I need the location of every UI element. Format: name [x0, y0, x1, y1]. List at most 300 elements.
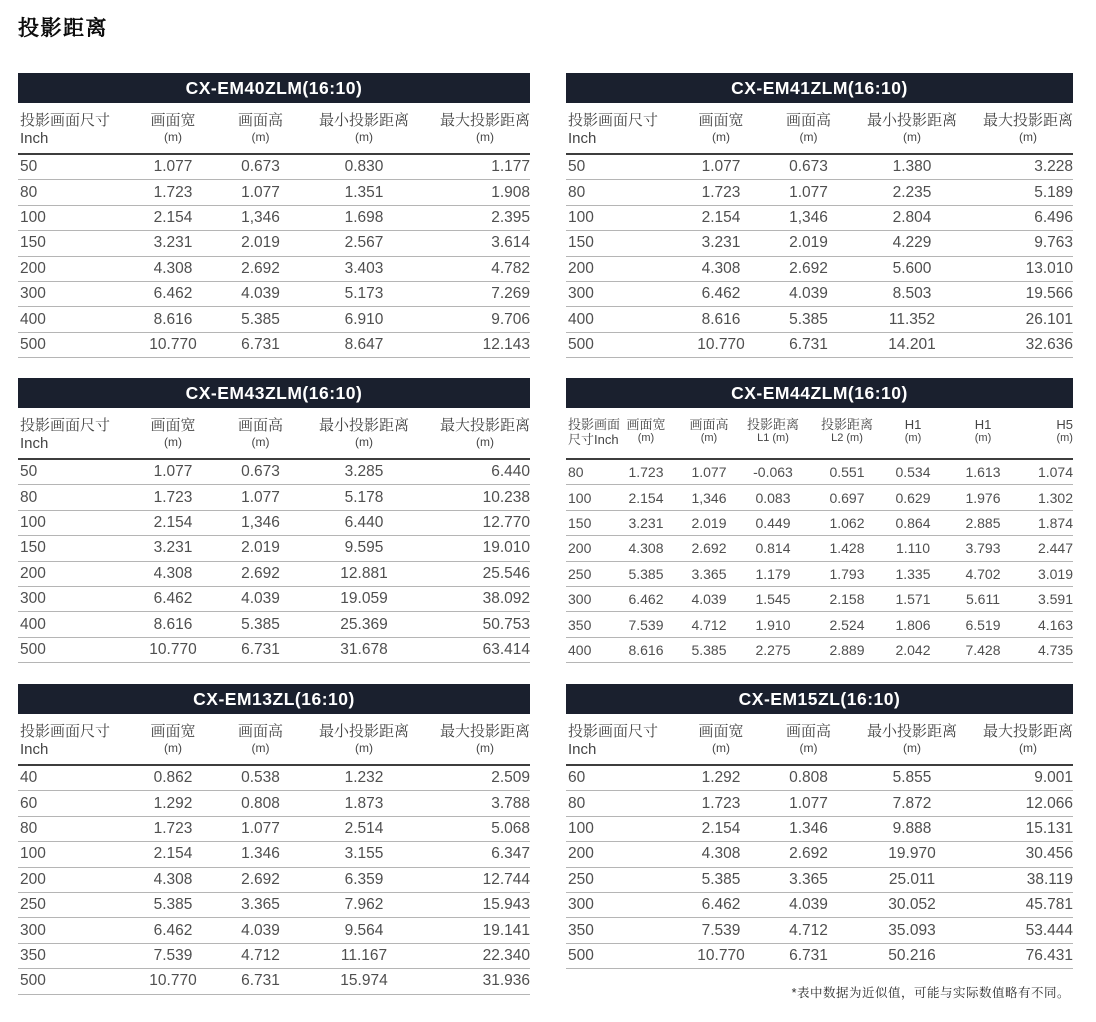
column-header: H1 (m) — [890, 408, 936, 459]
table-cell: 6.462 — [128, 918, 218, 943]
table-cell: 400 — [18, 612, 128, 637]
table-cell: 3.614 — [425, 231, 530, 256]
table-cell: 2.524 — [804, 612, 890, 637]
table-cell: 0.449 — [742, 510, 804, 535]
table-cell: 80 — [18, 180, 128, 205]
table-cell: 1.077 — [676, 154, 766, 180]
table-cell: 5.611 — [936, 586, 1030, 611]
table-cell: 1.302 — [1030, 485, 1073, 510]
table-row — [566, 943, 1073, 968]
table-cell: 31.678 — [303, 637, 425, 662]
table-row — [18, 307, 530, 332]
column-header: 画面宽 (m) — [616, 408, 676, 459]
table-row — [18, 918, 530, 943]
table-cell: 2.692 — [218, 867, 303, 892]
table-cell: 1.698 — [303, 205, 425, 230]
table-cell: 1.908 — [425, 180, 530, 205]
table-row — [566, 612, 1073, 637]
table-row — [566, 918, 1073, 943]
table-row — [566, 459, 1073, 485]
table-cell: 50.753 — [425, 612, 530, 637]
table-cell: 6.731 — [218, 637, 303, 662]
column-header: 投影画面尺寸 Inch — [18, 408, 128, 459]
table-cell: 5.385 — [676, 637, 742, 662]
table-cell: 100 — [566, 205, 676, 230]
data-table — [566, 408, 1073, 663]
table-cell: 26.101 — [973, 307, 1073, 332]
table-row — [18, 586, 530, 611]
table-cell: 6.462 — [616, 586, 676, 611]
table-cell: 1.723 — [128, 485, 218, 510]
table-row — [18, 231, 530, 256]
table-title-bar: CX-EM43ZLM(16:10) — [18, 378, 530, 408]
table-cell: 500 — [566, 943, 676, 968]
column-header: 最大投影距离 (m) — [973, 103, 1073, 154]
column-header: 最小投影距离 (m) — [303, 408, 425, 459]
table-cell: 12.744 — [425, 867, 530, 892]
table-cell: 350 — [566, 918, 676, 943]
table-cell: 1.077 — [218, 180, 303, 205]
table-row — [18, 842, 530, 867]
column-header: 投影画面尺寸 Inch — [18, 714, 128, 765]
table-row — [18, 256, 530, 281]
table-cell: 3.365 — [676, 561, 742, 586]
table-cell: 25.369 — [303, 612, 425, 637]
table-cell: 1.292 — [128, 791, 218, 816]
table-cell: 2.154 — [128, 510, 218, 535]
table-cell: 0.083 — [742, 485, 804, 510]
table-cell: 1.077 — [128, 154, 218, 180]
table-row — [18, 791, 530, 816]
column-header: 最小投影距离 (m) — [303, 103, 425, 154]
table-cell: 15.974 — [303, 969, 425, 994]
table-cell: 200 — [566, 842, 676, 867]
table-cell: 4.163 — [1030, 612, 1073, 637]
table-cell: 6.462 — [676, 892, 766, 917]
table-cell: 300 — [566, 586, 616, 611]
table-row — [566, 561, 1073, 586]
header-row — [18, 103, 530, 154]
table-cell: 25.546 — [425, 561, 530, 586]
table-cell: 1.179 — [742, 561, 804, 586]
table-cell: 2.889 — [804, 637, 890, 662]
table-cell: 50 — [18, 154, 128, 180]
column-header: 画面高 (m) — [676, 408, 742, 459]
table-cell: 1,346 — [218, 510, 303, 535]
table-cell: -0.063 — [742, 459, 804, 485]
column-header: 画面宽 (m) — [128, 408, 218, 459]
table-cell: 6.731 — [766, 332, 851, 357]
table-cell: 7.428 — [936, 637, 1030, 662]
table-cell: 7.539 — [128, 943, 218, 968]
table-cell: 200 — [18, 256, 128, 281]
table-cell: 5.068 — [425, 816, 530, 841]
table-cell: 1.177 — [425, 154, 530, 180]
column-header: 投影画面尺寸 Inch — [18, 103, 128, 154]
table-cell: 5.173 — [303, 281, 425, 306]
table-cell: 200 — [18, 561, 128, 586]
table-row — [18, 205, 530, 230]
table-cell: 5.178 — [303, 485, 425, 510]
table-cell: 3.365 — [766, 867, 851, 892]
table-cell: 38.092 — [425, 586, 530, 611]
table-cell: 100 — [18, 205, 128, 230]
table-cell: 60 — [566, 765, 676, 791]
table-cell: 4.782 — [425, 256, 530, 281]
table-row — [566, 791, 1073, 816]
table-cell: 13.010 — [973, 256, 1073, 281]
table-cell: 7.539 — [616, 612, 676, 637]
column-header: 最大投影距离 (m) — [425, 408, 530, 459]
table-row — [566, 154, 1073, 180]
table-cell: 7.539 — [676, 918, 766, 943]
table-cell: 19.059 — [303, 586, 425, 611]
table-cell: 8.647 — [303, 332, 425, 357]
table-cell: 1.723 — [676, 791, 766, 816]
table-cell: 1.380 — [851, 154, 973, 180]
table-title-bar: CX-EM15ZL(16:10) — [566, 684, 1073, 714]
table-row — [18, 536, 530, 561]
table-cell: 0.551 — [804, 459, 890, 485]
column-header: 最小投影距离 (m) — [851, 714, 973, 765]
column-header: 画面高 (m) — [766, 103, 851, 154]
table-cell: 500 — [566, 332, 676, 357]
table-row — [18, 281, 530, 306]
table-cell: 4.735 — [1030, 637, 1073, 662]
table-cell: 0.697 — [804, 485, 890, 510]
column-header: 画面宽 (m) — [676, 103, 766, 154]
header-row — [18, 714, 530, 765]
table-cell: 8.616 — [128, 307, 218, 332]
table-cell: 0.814 — [742, 536, 804, 561]
table-cell: 19.970 — [851, 842, 973, 867]
table-cell: 10.770 — [676, 943, 766, 968]
table-cell: 200 — [566, 536, 616, 561]
column-header: 画面高 (m) — [218, 103, 303, 154]
table-cell: 300 — [566, 892, 676, 917]
table-cell: 1.723 — [616, 459, 676, 485]
table-cell: 2.154 — [676, 205, 766, 230]
table-cell: 3.285 — [303, 459, 425, 485]
table-cell: 2.154 — [128, 205, 218, 230]
table-cell: 12.770 — [425, 510, 530, 535]
table-cell: 2.019 — [218, 536, 303, 561]
table-cell: 5.600 — [851, 256, 973, 281]
table-cell: 3.793 — [936, 536, 1030, 561]
column-header: 投影画面 尺寸Inch — [566, 408, 616, 459]
table-cell: 300 — [18, 918, 128, 943]
table-cell: 10.770 — [128, 332, 218, 357]
table-cell: 2.019 — [676, 510, 742, 535]
table-cell: 1.232 — [303, 765, 425, 791]
table-cell: 2.692 — [766, 842, 851, 867]
table-cell: 2.154 — [676, 816, 766, 841]
column-header: 最大投影距离 (m) — [425, 103, 530, 154]
table-cell: 350 — [566, 612, 616, 637]
column-header: 画面宽 (m) — [676, 714, 766, 765]
table-cell: 0.808 — [766, 765, 851, 791]
table-cx-em15zl — [566, 684, 1073, 969]
table-cell: 14.201 — [851, 332, 973, 357]
table-row — [566, 281, 1073, 306]
table-cell: 22.340 — [425, 943, 530, 968]
header-row — [18, 408, 530, 459]
header-row — [566, 408, 1073, 459]
table-cell: 1.346 — [766, 816, 851, 841]
table-cell: 3.019 — [1030, 561, 1073, 586]
table-row — [566, 892, 1073, 917]
table-cell: 15.943 — [425, 892, 530, 917]
table-cell: 80 — [18, 485, 128, 510]
table-title-bar: CX-EM40ZLM(16:10) — [18, 73, 530, 103]
table-cell: 50.216 — [851, 943, 973, 968]
table-cell: 2.395 — [425, 205, 530, 230]
table-row — [18, 637, 530, 662]
table-row — [566, 637, 1073, 662]
table-cell: 500 — [18, 332, 128, 357]
table-cell: 5.385 — [218, 307, 303, 332]
table-cell: 38.119 — [973, 867, 1073, 892]
table-cell: 10.770 — [128, 969, 218, 994]
table-cell: 2.447 — [1030, 536, 1073, 561]
table-row — [18, 459, 530, 485]
table-cell: 50 — [18, 459, 128, 485]
table-cell: 3.591 — [1030, 586, 1073, 611]
table-cell: 15.131 — [973, 816, 1073, 841]
table-cx-em13zl — [18, 684, 530, 995]
table-cell: 1.613 — [936, 459, 1030, 485]
table-cell: 2.804 — [851, 205, 973, 230]
table-cell: 1.793 — [804, 561, 890, 586]
table-cell: 3.231 — [128, 231, 218, 256]
table-row — [566, 842, 1073, 867]
column-header: 投影画面尺寸 Inch — [566, 714, 676, 765]
table-body — [18, 103, 530, 358]
table-cell: 1.074 — [1030, 459, 1073, 485]
column-header: 画面高 (m) — [218, 408, 303, 459]
table-cell: 250 — [566, 561, 616, 586]
table-cell: 4.308 — [128, 256, 218, 281]
table-row — [18, 612, 530, 637]
table-cell: 6.440 — [303, 510, 425, 535]
table-cell: 0.629 — [890, 485, 936, 510]
table-cell: 6.462 — [128, 586, 218, 611]
table-cell: 4.039 — [218, 281, 303, 306]
table-row — [18, 180, 530, 205]
table-cell: 4.308 — [616, 536, 676, 561]
table-cell: 1.976 — [936, 485, 1030, 510]
table-row — [566, 510, 1073, 535]
table-cell: 4.039 — [676, 586, 742, 611]
table-cell: 6.731 — [218, 969, 303, 994]
column-header: 投影距离 L2 (m) — [804, 408, 890, 459]
table-cell: 1.077 — [676, 459, 742, 485]
table-cell: 1.077 — [128, 459, 218, 485]
table-row — [566, 332, 1073, 357]
table-cell: 53.444 — [973, 918, 1073, 943]
table-cell: 200 — [18, 867, 128, 892]
table-cell: 5.385 — [218, 612, 303, 637]
table-cell: 2.692 — [766, 256, 851, 281]
table-cell: 6.519 — [936, 612, 1030, 637]
table-cell: 80 — [18, 816, 128, 841]
table-cell: 250 — [566, 867, 676, 892]
column-header: 投影画面尺寸 Inch — [566, 103, 676, 154]
table-cell: 300 — [566, 281, 676, 306]
table-cell: 8.616 — [128, 612, 218, 637]
table-cell: 6.462 — [676, 281, 766, 306]
column-header: 画面高 (m) — [766, 714, 851, 765]
table-cx-em43zlm — [18, 378, 530, 663]
table-cell: 1.062 — [804, 510, 890, 535]
table-cell: 8.616 — [616, 637, 676, 662]
table-cell: 30.052 — [851, 892, 973, 917]
table-cell: 1.806 — [890, 612, 936, 637]
table-cell: 1.874 — [1030, 510, 1073, 535]
table-cell: 31.936 — [425, 969, 530, 994]
table-cell: 10.238 — [425, 485, 530, 510]
table-row — [18, 969, 530, 994]
table-cell: 5.189 — [973, 180, 1073, 205]
table-row — [18, 332, 530, 357]
table-cell: 300 — [18, 586, 128, 611]
table-cell: 100 — [18, 510, 128, 535]
table-cell: 6.440 — [425, 459, 530, 485]
table-row — [18, 154, 530, 180]
table-cell: 0.808 — [218, 791, 303, 816]
table-cell: 150 — [18, 536, 128, 561]
header-row — [566, 714, 1073, 765]
table-cell: 8.616 — [676, 307, 766, 332]
table-cell: 0.538 — [218, 765, 303, 791]
table-cell: 6.359 — [303, 867, 425, 892]
table-cell: 2.154 — [616, 485, 676, 510]
table-cell: 2.235 — [851, 180, 973, 205]
data-table — [18, 103, 530, 358]
table-body — [566, 103, 1073, 358]
table-cell: 1.571 — [890, 586, 936, 611]
data-table — [566, 714, 1073, 969]
table-row — [18, 561, 530, 586]
table-body — [566, 408, 1073, 663]
table-cell: 400 — [566, 637, 616, 662]
table-cell: 30.456 — [973, 842, 1073, 867]
table-cell: 5.385 — [766, 307, 851, 332]
table-cell: 7.269 — [425, 281, 530, 306]
table-cell: 0.673 — [218, 459, 303, 485]
table-row — [566, 256, 1073, 281]
table-cell: 4.039 — [218, 918, 303, 943]
table-cell: 45.781 — [973, 892, 1073, 917]
table-cell: 6.731 — [218, 332, 303, 357]
table-cell: 0.534 — [890, 459, 936, 485]
table-cell: 3.403 — [303, 256, 425, 281]
table-cell: 150 — [566, 510, 616, 535]
table-cell: 1.292 — [676, 765, 766, 791]
table-cell: 4.229 — [851, 231, 973, 256]
table-body — [18, 408, 530, 663]
table-cell: 1.077 — [218, 485, 303, 510]
table-cell: 9.888 — [851, 816, 973, 841]
table-cell: 4.308 — [128, 867, 218, 892]
table-cell: 6.910 — [303, 307, 425, 332]
table-cell: 0.673 — [766, 154, 851, 180]
table-cx-em40zlm — [18, 73, 530, 358]
table-title-bar: CX-EM41ZLM(16:10) — [566, 73, 1073, 103]
table-cell: 2.019 — [766, 231, 851, 256]
table-row — [566, 867, 1073, 892]
table-cell: 2.509 — [425, 765, 530, 791]
column-header: 画面宽 (m) — [128, 103, 218, 154]
table-title-bar: CX-EM13ZL(16:10) — [18, 684, 530, 714]
table-cell: 0.673 — [218, 154, 303, 180]
table-cell: 19.566 — [973, 281, 1073, 306]
table-cell: 10.770 — [676, 332, 766, 357]
header-row — [566, 103, 1073, 154]
table-cx-em44zlm — [566, 378, 1073, 663]
column-header: 最小投影距离 (m) — [303, 714, 425, 765]
table-cell: 6.496 — [973, 205, 1073, 230]
table-cell: 7.962 — [303, 892, 425, 917]
table-cell: 150 — [18, 231, 128, 256]
column-header: 画面宽 (m) — [128, 714, 218, 765]
table-cell: 76.431 — [973, 943, 1073, 968]
table-cell: 5.385 — [616, 561, 676, 586]
table-title-bar: CX-EM44ZLM(16:10) — [566, 378, 1073, 408]
table-cell: 6.462 — [128, 281, 218, 306]
table-cell: 32.636 — [973, 332, 1073, 357]
table-cell: 100 — [566, 816, 676, 841]
data-table — [566, 103, 1073, 358]
table-cell: 12.881 — [303, 561, 425, 586]
table-row — [18, 765, 530, 791]
table-cell: 2.042 — [890, 637, 936, 662]
table-cell: 5.385 — [128, 892, 218, 917]
table-cell: 1,346 — [766, 205, 851, 230]
table-cell: 4.712 — [766, 918, 851, 943]
approximation-footnote: *表中数据为近似值，可能与实际数值略有不同。 — [791, 986, 1070, 1000]
table-cell: 2.158 — [804, 586, 890, 611]
table-cell: 3.231 — [616, 510, 676, 535]
table-cell: 500 — [18, 637, 128, 662]
table-cell: 1,346 — [218, 205, 303, 230]
table-cell: 350 — [18, 943, 128, 968]
table-cell: 400 — [18, 307, 128, 332]
table-cell: 4.712 — [218, 943, 303, 968]
table-cell: 1.428 — [804, 536, 890, 561]
table-cell: 3.231 — [676, 231, 766, 256]
table-body — [18, 714, 530, 995]
table-cell: 50 — [566, 154, 676, 180]
table-cell: 2.567 — [303, 231, 425, 256]
table-cell: 4.039 — [766, 892, 851, 917]
table-cell: 500 — [18, 969, 128, 994]
table-cell: 5.855 — [851, 765, 973, 791]
table-cell: 9.706 — [425, 307, 530, 332]
table-cell: 300 — [18, 281, 128, 306]
column-header: 最小投影距离 (m) — [851, 103, 973, 154]
column-header: 最大投影距离 (m) — [425, 714, 530, 765]
table-row — [18, 867, 530, 892]
table-cell: 3.788 — [425, 791, 530, 816]
table-cell: 35.093 — [851, 918, 973, 943]
table-cell: 4.039 — [766, 281, 851, 306]
table-cell: 80 — [566, 791, 676, 816]
table-cell: 2.154 — [128, 842, 218, 867]
table-cell: 9.763 — [973, 231, 1073, 256]
table-cell: 80 — [566, 180, 676, 205]
table-cell: 19.141 — [425, 918, 530, 943]
